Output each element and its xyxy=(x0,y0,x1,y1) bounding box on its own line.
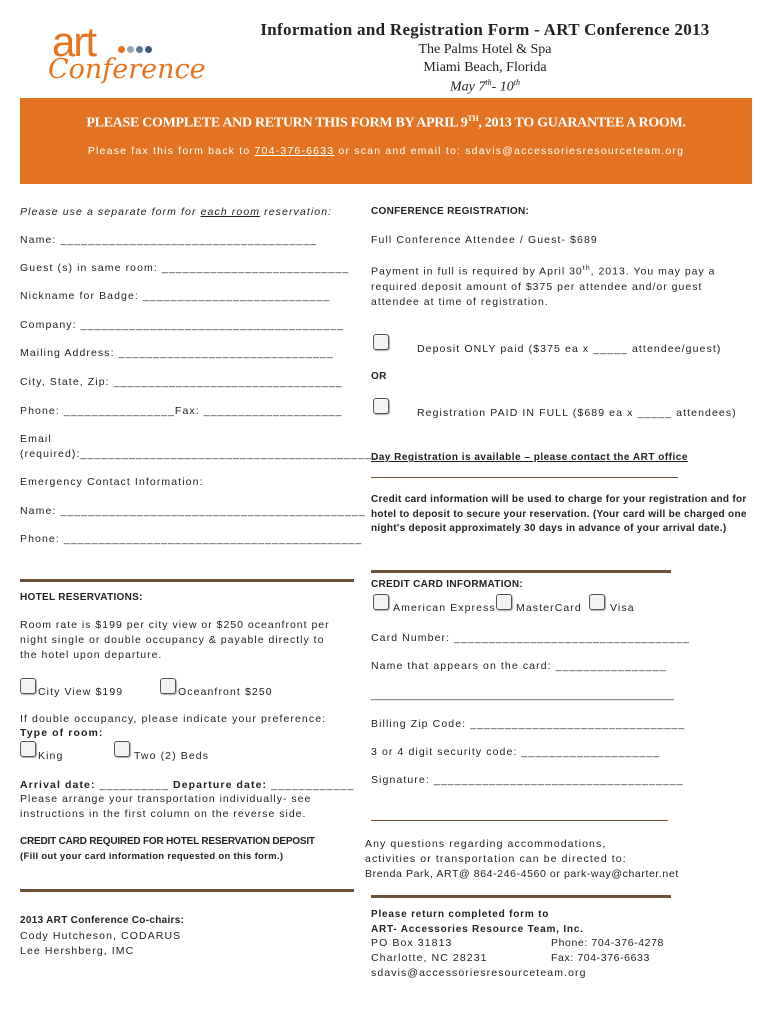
questions-line-2: activities or transportation can be directed to: xyxy=(365,853,627,865)
two-beds-checkbox[interactable] xyxy=(114,741,130,757)
fax-instructions xyxy=(20,145,752,157)
security-code-field[interactable]: 3 or 4 digit security code: ____________________ xyxy=(371,746,661,758)
deposit-only-checkbox[interactable] xyxy=(373,334,389,350)
logo-dot xyxy=(145,46,152,53)
name-field[interactable]: Name: _____________________________________ xyxy=(20,234,318,246)
cochair-1: Cody Hutcheson, CODARUS xyxy=(20,930,182,942)
payment-prefix: Payment in full is required by April 30 xyxy=(371,265,583,278)
hotel-name: The Palms Hotel & Spa xyxy=(418,42,552,57)
logo-dot xyxy=(136,46,143,53)
billing-zip-field[interactable]: Billing Zip Code: _______________________________ xyxy=(371,718,686,730)
double-occupancy-note: If double occupancy, please indicate your preference: xyxy=(20,713,327,725)
deadline-prefix: PLEASE COMPLETE AND RETURN THIS FORM BY APRIL 9 xyxy=(86,115,468,131)
email-label: Email xyxy=(20,433,52,445)
paid-in-full-label: Registration PAID IN FULL ($689 ea x _____ attendees) xyxy=(417,407,737,419)
oceanfront-label: Oceanfront $250 xyxy=(178,686,273,698)
two-beds-label: Two (2) Beds xyxy=(134,750,210,762)
payment-sup: th xyxy=(582,265,591,272)
cc-required-heading: CREDIT CARD REQUIRED FOR HOTEL RESERVATION DEPOSIT xyxy=(20,836,315,847)
logo-conference-text: Conference xyxy=(48,54,206,85)
arrival-label: Arrival date: xyxy=(20,779,96,791)
po-box: PO Box 31813 xyxy=(371,937,453,949)
separate-form-note xyxy=(20,206,332,218)
signature-field[interactable]: Signature: ____________________________________ xyxy=(371,774,684,786)
cc-information-heading: CREDIT CARD INFORMATION: xyxy=(371,579,523,590)
section-divider xyxy=(371,895,671,898)
card-number-field[interactable]: Card Number: __________________________________ xyxy=(371,632,691,644)
email-field[interactable]: (required):___________________________________________ xyxy=(20,448,379,460)
payment-terms xyxy=(371,261,751,310)
amex-checkbox[interactable] xyxy=(373,594,389,610)
dates-mid: - 10 xyxy=(491,79,514,95)
emergency-phone-field[interactable]: Phone: ___________________________________________ xyxy=(20,533,363,545)
type-of-room-label: Type of room: xyxy=(20,727,104,739)
section-divider xyxy=(371,477,678,478)
cochairs-heading: 2013 ART Conference Co-chairs: xyxy=(20,915,185,926)
return-city: Charlotte, NC 28231 xyxy=(371,952,488,964)
payment-suffix: , 2013. You may pay a required deposit amount of $375 per attendee and/or guest attendee at time of registration. xyxy=(371,265,716,308)
emergency-name-field[interactable]: Name: ____________________________________________ xyxy=(20,505,366,517)
fax-number-link[interactable]: 704-376-6633 xyxy=(254,145,335,157)
section-divider xyxy=(371,820,668,821)
fax-prefix: Please fax this form back to xyxy=(87,145,255,157)
logo-dot xyxy=(127,46,134,53)
logo-dot xyxy=(118,46,125,53)
nickname-field[interactable]: Nickname for Badge: ___________________________ xyxy=(20,290,331,302)
page-title: Information and Registration Form - ART Conference 2013 xyxy=(260,20,710,39)
return-fax: Fax: 704-376-6633 xyxy=(551,952,650,964)
room-rate-text: Room rate is $199 per city view or $250 oceanfront per night single or double occupancy & payable directly to the hotel upon departure. xyxy=(20,619,330,661)
deposit-only-label: Deposit ONLY paid ($375 ea x _____ attendee/guest) xyxy=(417,343,722,355)
amex-label: American Express xyxy=(393,602,496,614)
questions-line-1: Any questions regarding accommodations, xyxy=(365,838,607,850)
return-email[interactable]: sdavis@accessoriesresourceteam.org xyxy=(371,967,587,979)
logo-art-text: art xyxy=(52,18,96,65)
transportation-note: Please arrange your transportation individually- see instructions in the first column on the reverse side. xyxy=(20,793,312,820)
departure-label: Departure date: xyxy=(173,779,268,791)
city-view-label: City View $199 xyxy=(38,686,124,698)
cc-usage-note: Credit card information will be used to charge for your registration and for hotel to deposit to secure your reservation. (Your card will be charged one night's deposit approximately 30 days in advance of your arrival date.) xyxy=(371,494,747,534)
conference-registration-heading: CONFERENCE REGISTRATION: xyxy=(371,206,530,217)
arrival-departure-field[interactable] xyxy=(20,779,354,791)
hotel-city: Miami Beach, Florida xyxy=(423,60,547,75)
separate-prefix: Please use a separate form for xyxy=(20,206,201,218)
deadline-text xyxy=(20,114,752,132)
visa-checkbox[interactable] xyxy=(589,594,605,610)
name-on-card-line-2[interactable]: ___________________________________________________ xyxy=(371,689,674,701)
section-divider xyxy=(371,570,671,573)
deadline-suffix: , 2013 TO GUARANTEE A ROOM. xyxy=(478,115,686,131)
phone-fax-field[interactable]: Phone: ________________Fax: ____________________ xyxy=(20,405,343,417)
fax-suffix: or scan and email to: sdavis@accessoriesresourceteam.org xyxy=(334,145,685,157)
dates-sup-1: th xyxy=(485,78,492,87)
departure-blank: ____________ xyxy=(267,779,355,791)
or-label: OR xyxy=(371,371,387,382)
deadline-sup: TH xyxy=(467,114,479,123)
company-field[interactable]: Company: ______________________________________ xyxy=(20,319,345,331)
cochair-2: Lee Hershberg, IMC xyxy=(20,945,135,957)
return-heading: Please return completed form to xyxy=(371,909,550,920)
name-on-card-field[interactable]: Name that appears on the card: ________________ xyxy=(371,660,667,672)
return-organization: ART- Accessories Resource Team, Inc. xyxy=(371,924,584,935)
day-registration-note: Day Registration is available – please contact the ART office xyxy=(371,452,688,463)
arrival-blank: __________ xyxy=(95,779,174,791)
separate-suffix: reservation: xyxy=(260,206,333,218)
dates-prefix: May 7 xyxy=(449,79,486,95)
art-conference-logo xyxy=(44,18,206,92)
cc-fill-note: (Fill out your card information requested on this form.) xyxy=(20,851,284,862)
dates-sup-2: th xyxy=(513,78,521,87)
visa-label: Visa xyxy=(610,602,635,614)
each-room-link: each room xyxy=(200,206,261,218)
paid-in-full-checkbox[interactable] xyxy=(373,398,389,414)
section-divider xyxy=(20,889,354,892)
questions-contact: Brenda Park, ART@ 864-246-4560 or park-way@charter.net xyxy=(365,868,679,880)
hotel-reservations-heading: HOTEL RESERVATIONS: xyxy=(20,592,143,603)
deadline-banner xyxy=(20,98,752,184)
conference-dates xyxy=(205,78,765,96)
mastercard-checkbox[interactable] xyxy=(496,594,512,610)
oceanfront-checkbox[interactable] xyxy=(160,678,176,694)
full-attendee-price: Full Conference Attendee / Guest- $689 xyxy=(371,234,598,246)
king-checkbox[interactable] xyxy=(20,741,36,757)
return-phone: Phone: 704-376-4278 xyxy=(551,937,664,949)
city-view-checkbox[interactable] xyxy=(20,678,36,694)
city-state-zip-field[interactable]: City, State, Zip: _________________________________ xyxy=(20,376,343,388)
king-label: King xyxy=(38,750,64,762)
emergency-contact-label: Emergency Contact Information: xyxy=(20,476,204,488)
section-divider xyxy=(20,579,354,582)
mastercard-label: MasterCard xyxy=(516,602,582,614)
mailing-address-field[interactable]: Mailing Address: _______________________________ xyxy=(20,347,334,359)
guests-field[interactable]: Guest (s) in same room: ___________________________ xyxy=(20,262,350,274)
